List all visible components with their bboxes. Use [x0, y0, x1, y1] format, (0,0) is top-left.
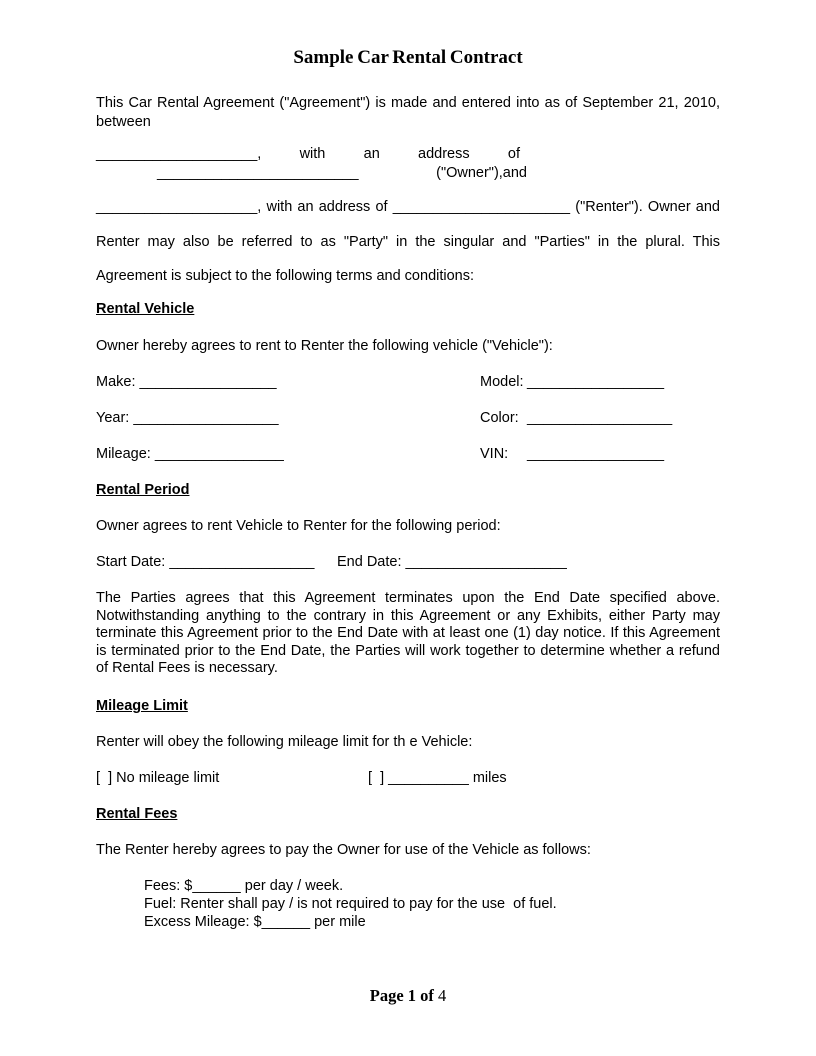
- fuel-line: Fuel: Renter shall pay / is not required to pay for the use of fuel.: [144, 896, 557, 912]
- color-label: Color:: [480, 410, 519, 426]
- owner-address-line: [157, 164, 527, 183]
- excess-mileage-line: Excess Mileage: $______ per mile: [144, 914, 366, 930]
- owner-clause: [96, 145, 720, 182]
- section-heading-rental-vehicle: Rental Vehicle: [96, 301, 195, 317]
- section-heading-rental-fees: Rental Fees: [96, 806, 178, 822]
- rental-period-dates-row: [96, 553, 720, 571]
- mileage-limit-options-row: [96, 769, 720, 787]
- model-field: [480, 373, 664, 391]
- no-mileage-limit-checkbox-option: [ ] No mileage limit: [96, 770, 220, 786]
- model-label: Model:: [480, 374, 524, 390]
- intro-paragraph: This Car Rental Agreement ("Agreement") is made and entered into as of September 21, 2010, between: [96, 95, 720, 130]
- section-heading-mileage-limit: Mileage Limit: [96, 698, 188, 714]
- page-total-number: 4: [438, 986, 447, 1005]
- page-number-label: Page 1 of: [369, 986, 434, 1005]
- end-date-field: End Date: ____________________: [337, 554, 567, 570]
- color-field: [480, 409, 672, 427]
- page-footer: [0, 986, 816, 1006]
- document-title: Sample Car Rental Contract: [293, 47, 523, 68]
- mileage-field: Mileage: ________________: [96, 446, 284, 462]
- vehicle-row-mileage-vin: [96, 445, 720, 463]
- vin-blank: _________________: [527, 446, 665, 462]
- model-blank: _________________: [527, 374, 665, 390]
- miles-limit-checkbox-option: [ ] __________ miles: [368, 770, 507, 786]
- rental-fees-intro: The Renter hereby agrees to pay the Owner for use of the Vehicle as follows:: [96, 842, 591, 858]
- vehicle-row-year-color: [96, 409, 720, 427]
- start-date-field: Start Date: __________________: [96, 554, 315, 570]
- vin-field: [480, 445, 664, 463]
- mileage-limit-intro: Renter will obey the following mileage limit for th e Vehicle:: [96, 734, 473, 750]
- rental-vehicle-intro: Owner hereby agrees to rent to Renter the following vehicle ("Vehicle"):: [96, 338, 553, 354]
- year-field: Year: __________________: [96, 410, 279, 426]
- rental-fees-list: [144, 877, 720, 931]
- owner-name-blank-line: ____________________, with an address of: [96, 146, 520, 162]
- make-field: Make: _________________: [96, 374, 277, 390]
- color-blank: __________________: [527, 410, 673, 426]
- termination-terms-paragraph: The Parties agrees that this Agreement terminates upon the End Date specified above. Notwithstanding anything to the contrary in this Agreement or any Exhibits, either Party may terminate this Agreement prior to the End Date with at least one (1) day notice. If this Agreement is terminated prior to the End Date, the Parties will work together to determine whether a refund of Rental Fees is necessary.: [96, 590, 720, 677]
- owner-designation: ("Owner"),and: [436, 164, 527, 181]
- rental-period-intro: Owner agrees to rent Vehicle to Renter for the following period:: [96, 518, 501, 534]
- vin-label: VIN:: [480, 446, 509, 462]
- section-heading-rental-period: Rental Period: [96, 482, 190, 498]
- owner-address-blank: _________________________: [157, 164, 359, 181]
- renter-clause-paragraph: ____________________, with an address of ______________________ ("Renter"). Owner and Renter may also be referred to as "Party" in the singular and "Parties" in the plural. This Agreement is subject to the following terms and conditions:: [96, 199, 720, 284]
- fees-line: Fees: $______ per day / week.: [144, 878, 344, 894]
- vehicle-row-make-model: [96, 373, 720, 391]
